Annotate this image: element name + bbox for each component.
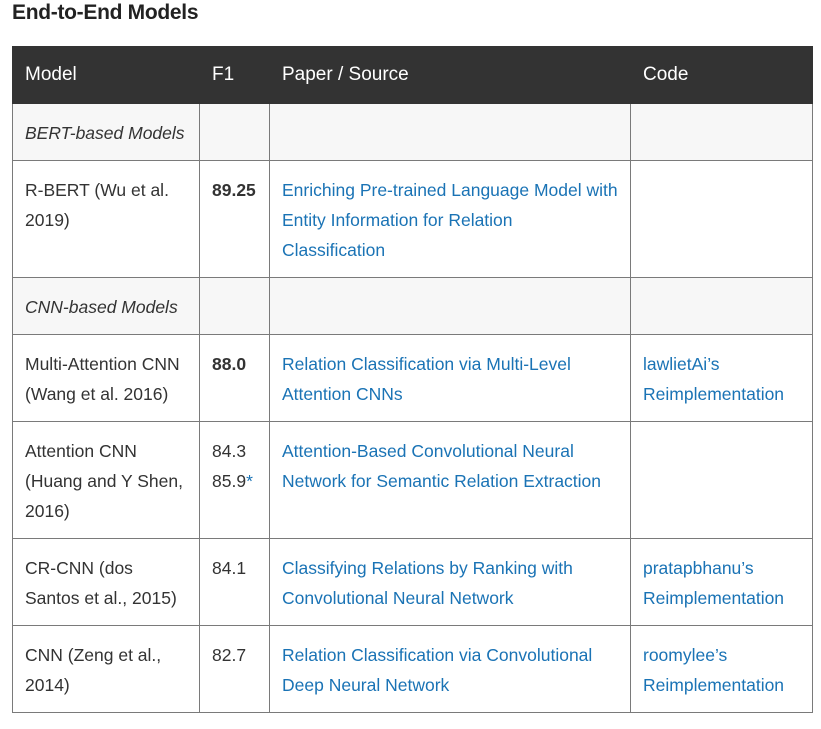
code-link[interactable]: pratapbhanu’s Reimplementation xyxy=(643,558,785,608)
column-header-f1: F1 xyxy=(200,47,270,104)
table-body xyxy=(13,104,813,713)
f1-cell xyxy=(200,422,270,539)
results-table xyxy=(12,46,813,713)
code-cell xyxy=(631,626,813,713)
code-link[interactable]: lawlietAi’s Reimplementation xyxy=(643,354,785,404)
empty-cell xyxy=(270,104,631,161)
table-row xyxy=(13,539,813,626)
paper-link[interactable]: Attention-Based Convolutional Neural Network for Semantic Relation Extraction xyxy=(282,441,602,491)
model-cell: R-BERT (Wu et al. 2019) xyxy=(13,161,200,278)
empty-cell xyxy=(270,278,631,335)
table-row xyxy=(13,161,813,278)
empty-cell xyxy=(631,104,813,161)
column-header-paper: Paper / Source xyxy=(270,47,631,104)
code-cell xyxy=(631,161,813,278)
empty-cell xyxy=(200,104,270,161)
group-row-cnn xyxy=(13,278,813,335)
footnote-asterisk: * xyxy=(246,471,253,491)
column-header-code: Code xyxy=(631,47,813,104)
f1-alt-wrapper xyxy=(212,466,257,496)
code-cell xyxy=(631,335,813,422)
code-cell xyxy=(631,539,813,626)
group-label-bert: BERT-based Models xyxy=(13,104,200,161)
f1-alt-value: 85.9 xyxy=(212,471,247,491)
table-header xyxy=(13,47,813,104)
column-header-model: Model xyxy=(13,47,200,104)
paper-cell xyxy=(270,161,631,278)
empty-cell xyxy=(631,278,813,335)
paper-cell xyxy=(270,422,631,539)
f1-cell: 89.25 xyxy=(200,161,270,278)
f1-cell: 84.1 xyxy=(200,539,270,626)
model-cell: CR-CNN (dos Santos et al., 2015) xyxy=(13,539,200,626)
paper-cell xyxy=(270,335,631,422)
paper-cell xyxy=(270,626,631,713)
paper-cell xyxy=(270,539,631,626)
paper-link[interactable]: Relation Classification via Convolutional Deep Neural Network xyxy=(282,645,593,695)
group-row-bert xyxy=(13,104,813,161)
model-cell: Attention CNN (Huang and Y Shen, 2016) xyxy=(13,422,200,539)
f1-cell: 82.7 xyxy=(200,626,270,713)
group-label-cnn: CNN-based Models xyxy=(13,278,200,335)
paper-link[interactable]: Classifying Relations by Ranking with Convolutional Neural Network xyxy=(282,558,573,608)
paper-link[interactable]: Relation Classification via Multi-Level Attention CNNs xyxy=(282,354,571,404)
model-cell: Multi-Attention CNN (Wang et al. 2016) xyxy=(13,335,200,422)
table-row xyxy=(13,422,813,539)
table-row xyxy=(13,335,813,422)
header-row xyxy=(13,47,813,104)
section-title: End-to-End Models xyxy=(12,1,199,24)
f1-value: 84.3 xyxy=(212,441,247,461)
empty-cell xyxy=(200,278,270,335)
f1-cell: 88.0 xyxy=(200,335,270,422)
table-row xyxy=(13,626,813,713)
model-cell: CNN (Zeng et al., 2014) xyxy=(13,626,200,713)
code-link[interactable]: roomylee’s Reimplementation xyxy=(643,645,785,695)
code-cell xyxy=(631,422,813,539)
paper-link[interactable]: Enriching Pre-trained Language Model with Entity Information for Relation Classification xyxy=(282,180,618,260)
